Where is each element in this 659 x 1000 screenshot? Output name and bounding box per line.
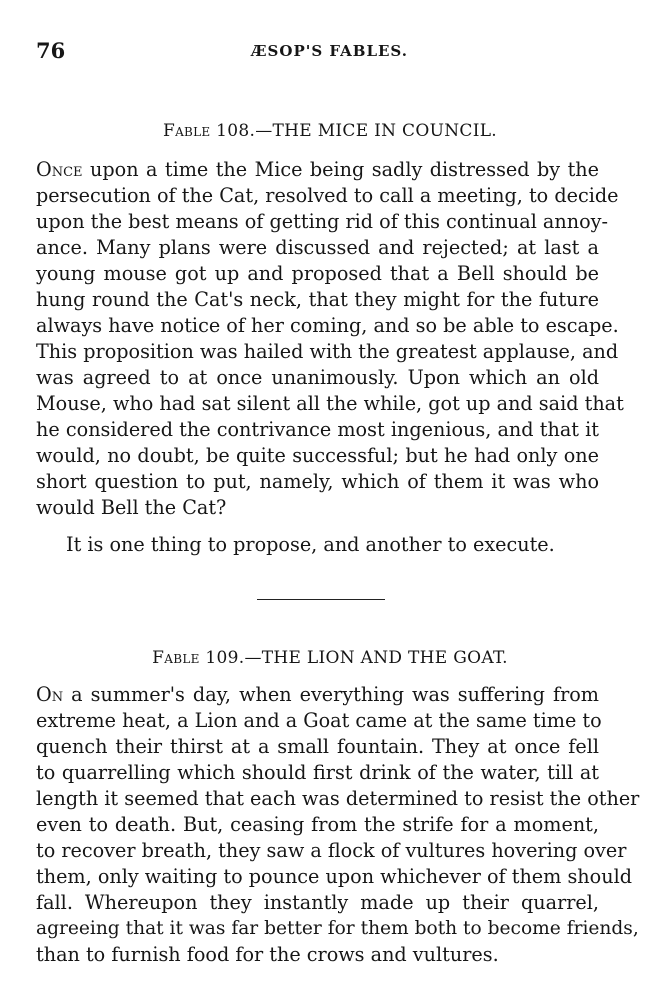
fable-108-line-2: persecution of the Cat, resolved to call a meeting, to decide — [36, 184, 619, 207]
page-number: 76 — [36, 38, 66, 63]
fable-109-line-9: fall. Whereupon they instantly made up their quarrel, — [36, 891, 599, 914]
fable-108-title: —THE MICE IN COUNCIL. — [255, 121, 498, 141]
fable-108-line-7: always have notice of her coming, and so be able to escape. — [36, 314, 619, 337]
section-divider — [257, 599, 385, 600]
fable-108-line-12: would, no doubt, be quite successful; but he had only one — [36, 444, 599, 467]
fable-108-line-4: ance. Many plans were discussed and rejected; at last a — [36, 236, 599, 259]
fable-108-line-5: young mouse got up and proposed that a Bell should be — [36, 262, 599, 285]
fable-109-line-10: agreeing that it was far better for them both to become friends, — [36, 918, 639, 939]
fable-108-moral: It is one thing to propose, and another to execute. — [66, 533, 555, 556]
fable-109-heading — [30, 648, 630, 668]
fable-109-line-1 — [36, 682, 599, 708]
fable-109-label: Fable 109. — [152, 648, 245, 668]
fable-109-first-word: On — [36, 683, 64, 706]
fable-108-line-14: would Bell the Cat? — [36, 496, 227, 519]
fable-109-line-6: even to death. But, ceasing from the strife for a moment, — [36, 813, 599, 836]
fable-108-line-9: was agreed to at once unanimously. Upon which an old — [36, 366, 599, 389]
fable-108-line-1 — [36, 157, 599, 183]
fable-108-line-8: This proposition was hailed with the greatest applause, and — [36, 340, 619, 363]
running-title: ÆSOP'S FABLES. — [251, 42, 408, 60]
fable-108-heading — [30, 121, 630, 141]
fable-109-line-1-text: a summer's day, when everything was suffering from — [71, 683, 599, 706]
fable-109-line-4: to quarrelling which should first drink of the water, till at — [36, 761, 599, 784]
page-header — [0, 38, 659, 64]
fable-109-line-11: than to furnish food for the crows and vultures. — [36, 943, 499, 966]
fable-108-label: Fable 108. — [162, 121, 256, 141]
fable-108-line-13: short question to put, namely, which of them it was who — [36, 470, 599, 493]
fable-108-line-1-text: upon a time the Mice being sadly distressed by the — [90, 158, 599, 181]
fable-108-line-11: he considered the contrivance most ingenious, and that it — [36, 418, 599, 441]
fable-109-line-7: to recover breath, they saw a flock of vultures hovering over — [36, 839, 627, 862]
fable-109-title: —THE LION AND THE GOAT. — [244, 648, 508, 668]
fable-109-line-3: quench their thirst at a small fountain. They at once fell — [36, 735, 599, 758]
fable-109-line-8: them, only waiting to pounce upon whichever of them should — [36, 865, 632, 888]
fable-108-line-10: Mouse, who had sat silent all the while, got up and said that — [36, 392, 624, 415]
fable-108-line-6: hung round the Cat's neck, that they might for the future — [36, 288, 599, 311]
fable-109-line-2: extreme heat, a Lion and a Goat came at the same time to — [36, 709, 602, 732]
fable-109-line-5: length it seemed that each was determined to resist the other — [36, 787, 640, 810]
fable-108-line-3: upon the best means of getting rid of this continual annoy- — [36, 210, 608, 233]
fable-108-first-word: Once — [36, 158, 83, 181]
